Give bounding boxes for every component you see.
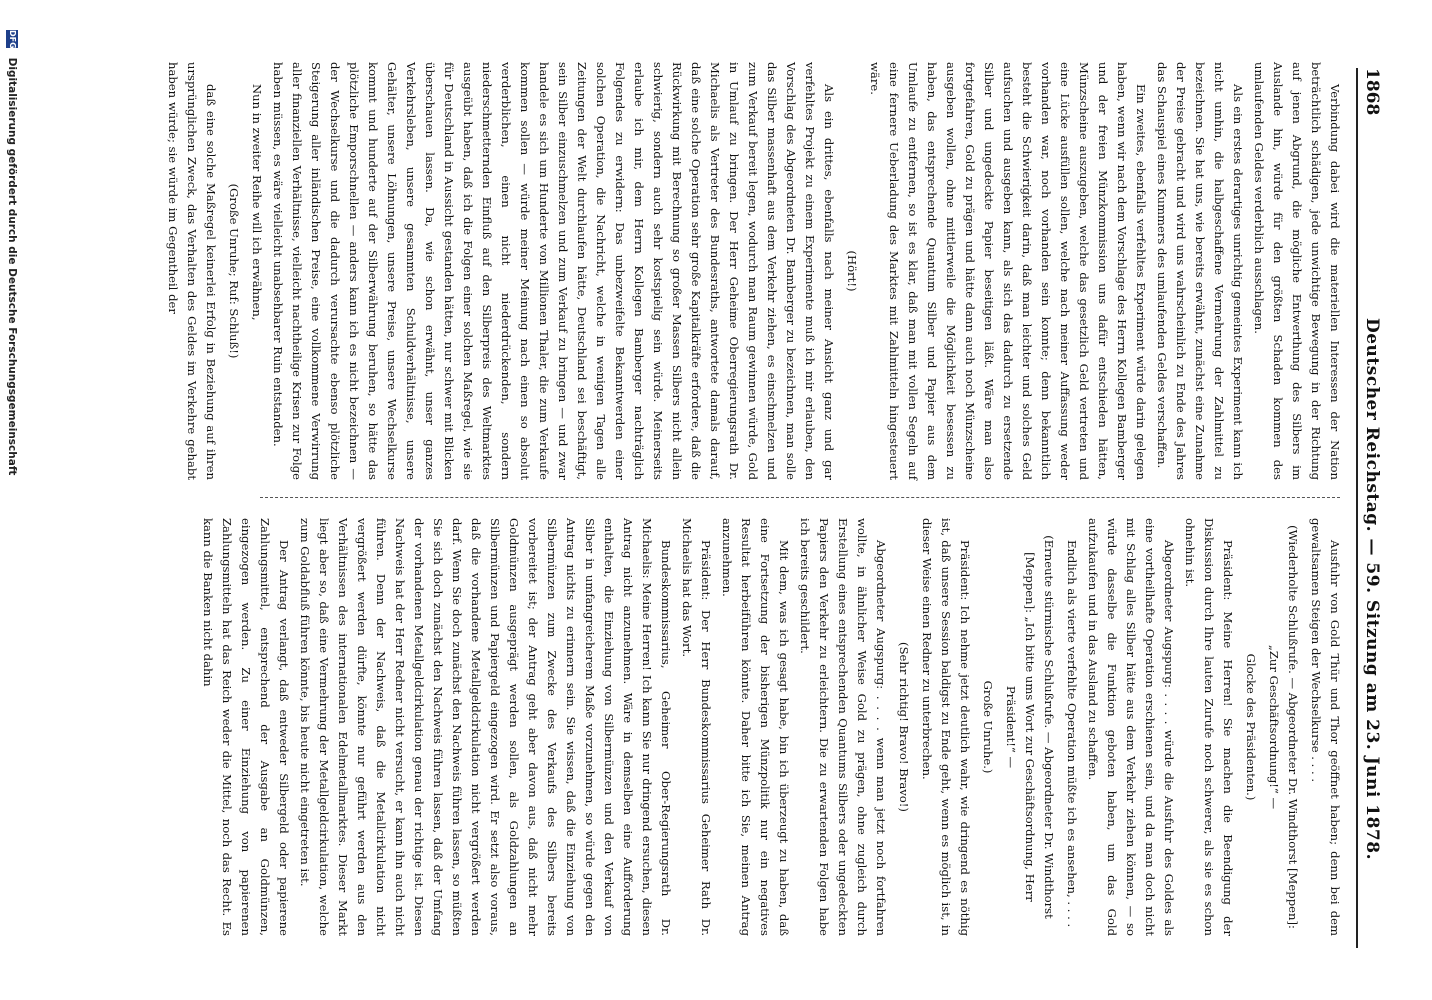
page-header [1356,68,1382,948]
paragraph: daß eine solche Maßregel keinerlei Erfolg in Beziehung auf ihren ursprünglichen Zweck, das Verhalten des Geldes im Verkehre gehabt haben würde; sie würde im Gegentheil der [166,62,218,480]
dfg-logo-icon: DFG [8,30,17,49]
interjection: (Sehr richtig! Bravo! Bravo!) [897,642,911,812]
digitization-credit-text: Digitalisierung gefördert durch die Deutsche Forschungsgemeinschaft [6,57,18,476]
paragraph: Präsident: Der Herr Bundeskommissarius Geheimer Rath Dr. Michaelis hat das Wort. [680,518,713,936]
interjection: Große Unruhe.) [981,680,995,774]
right-text-column [201,518,1344,936]
paragraph: Verbindung dabei wird die materiellen Interessen der Nation beträchtlich schädigen, jede unwichtige Bewegung in der Richtung auf jenen Abgrund, die mögliche Entwerthung des Silbers im Auslande hin, würde für den größten Schaden kommen des umlaufenden Geldes verderblich ausschlagen. [1252,62,1342,480]
page-title: Deutscher Reichstag. — 59. Sitzung am 23. Juni 1878. [1362,318,1382,860]
paragraph: Mit dem, was ich gesagt habe, bin ich überzeugt zu haben, daß eine Fortsetzung der bisherigen Münzpolitik nur ein negatives Resultat herbeiführen könnte. Daher bitte ich Sie, meinen Antrag anzunehmen. [720,518,791,936]
digitization-credit [2,30,18,970]
column-divider [260,497,1340,498]
paragraph: Abgeordneter Augspurg: . . . . würde die Ausfuhr des Goldes als eine vortheilhafte Operation erschienen sein, und da man doch nicht mit Schlag alles Silber hätte aus dem Verkehr ziehen können, — so würde dasselbe die Funktion geboten haben, um das Gold aufzukaufen und in das Ausland zu schaffen. [1086,518,1176,936]
left-text-column [166,62,1344,480]
interjection: Glocke des Präsidenten.) [1244,653,1258,801]
paragraph: Präsident: Ich nehme jetzt deutlich wahr, wie dringend es nöthig ist, daß unsere Session baldigst zu Ende geht, wenn es möglich ist, in dieser Weise einen Redner zu unterbrechen. [920,518,972,936]
paragraph: Nun in zweiter Reihe will ich erwähnen, [250,84,264,321]
paragraph: Ausfuhr von Gold Thür und Thor geöffnet haben; denn bei dem gewaltsamen Steigen der Wechselkurse . . . . [1309,518,1342,936]
paragraph: Ein zweites, ebenfalls verfehltes Experiment würde darin gelegen haben, wenn wir nach dem Vorschlage des Herrn Kollegen Bamberger und der freien Münzkommission uns dafür entschieden hätten, Münzscheine auszugeben, welche das gesetzlich Geld vertreten und eine Lücke ausfüllen sollen, welche nach meiner Auffassung weder vorhanden war, noch vorhanden sein konnte; denn bekanntlich besteht die Schwierigkeit darin, daß man leichter und solches Geld aufsuchen und ausgeben kann, als sich das dadurch zu ersetzende Silber und ungedeckte Papier beseitigen läßt. Wäre man also fortgefahren, Gold zu prägen und hätte dann auch noch Münzscheine ausgeben wollen, ohne mittlerweile die Möglichkeit besessen zu haben, das entsprechende Quantum Silber und Papier aus dem Umlaufe zu entfernen, so ist es klar, daß man mit vollen Segeln auf eine fernere Ueberladung des Marktes mit Zahlmitteln hingesteuert wäre. [868,62,1148,480]
interjection: (Große Unruhe; Ruf: Schluß!) [227,183,241,359]
paragraph: Präsident: Meine Herren! Sie machen die Beendigung der Diskussion durch Ihre lauten Zurufe noch schwerer, als sie es schon ohnehin ist. [1183,518,1235,936]
paragraph: Der Antrag verlangt, daß entweder Silbergeld oder papierene Zahlungsmittel, entsprechend der Ausgabe an Goldmünzen, eingezogen werden. Zu einer Einziehung von papierenen Zahlungsmitteln hat das Reich weder die Mittel, noch das Recht. Es kann die Banken nicht dahin [201,518,291,936]
paragraph: Endlich als vierte verfehlte Operation müßte ich es ansehen, . . . . [1065,540,1079,928]
paragraph: Abgeordneter Augspurg: . . . . wenn man jetzt noch fortfahren wollte, in ähnlicher Weise Gold zu prägen, ohne zugleich durch Erstellung eines entsprechenden Quantums Silbers oder ungedeckten Papiers den Verkehr zu erleichtern. Die zu erwartenden Folgen habe ich bereits geschildert. [798,518,888,936]
paragraph: Als ein erstes derartiges unrichtig gemeintes Experiment kann ich nicht umhin, die halbgeschaffene Vermehrung der Zahlmittel zu bezeichnen. Sie hat uns, wie bereits erwähnt, zunächst eine Zunahme der Preise gebracht und wird uns wahrscheinlich zu Ende des Jahres das Schauspiel eines Kummers des umlaufenden Geldes verschaffen. [1155,62,1245,480]
paragraph: Als ein drittes, ebenfalls nach meiner Ansicht ganz und gar verfehltes Projekt zu einem Experimente muß ich mir erlauben, den Vorschlag des Abgeordneten Dr. Bamberger zu bezeichnen, man solle das Silber massenhaft aus dem Verkehr ziehen, es einschmelzen und zum Verkauf bereit legen, wodurch man Raum gewinnen würde, Gold in Umlauf zu bringen. Der Herr Geheime Oberregierungsrath Dr. Michaelis als Vertreter des Bundesraths, antwortete damals darauf, daß eine solche Operation sehr große Kapitalkräfte erfordere, daß die Rückwirkung mit Berechnung so großer Massen Silbers nicht allein schwierig, sondern auch sehr kostspielig sein würde. Meinerseits erlaube ich mir, dem Herrn Kollegen Bamberger nachträglich Folgendes zu erwidern: Das unbezweifelte Bekanntwerden einer solchen Operation, die Nachricht, welche in wenigen Tagen alle Zeitungen der Welt durchlaufen hätte, Deutschland sei beschäftigt, sein Silber einzuschmelzen und zum Verkauf zu bringen — und zwar handele es sich um Hunderte von Millionen Thaler, die zum Verkaufe kommen sollen — würde meiner Meinung nach einen so absolut verderblichen, einen nicht niederdrückenden, sondern niederschmetternden Einfluß auf den Silberpreis des Weltmarktes ausgeübt haben, daß ich die Folgen einer solchen Maßregel, wie sie für Deutschland in Aussicht gestanden hätten, nur schwer mit Blicken überschauen lassen. Da, wie schon erwähnt, unser ganzes Verkehrsleben, unsere gesammten Schuldverhältnisse, unsere Gehälter, unsere Löhnungen, unsere Preise, unsere Wechselkurse kommt und hunderte auf der Silberwährung beruhen, so hätte das plötzliche Emporschnellen — anders kann ich es nicht bezeichnen — der Wechselkurse und die dadurch verursachte ebenso plötzliche Steigerung aller inländischen Preise, eine vollkommene Verwirrung aller finanziellen Verhältnisse, vielleicht nachtheilige Krisen zur Folge haben müssen, es wäre vielleicht unabsehbarer Ruin entstanden. [271,62,836,480]
paragraph: Bundeskommissarius, Geheimer Ober-Regierungsrath Dr. Michaelis: Meine Herren! Ich kann Sie nur dringend ersuchen, diesen Antrag nicht anzunehmen. Wäre in demselben eine Aufforderung enthalten, die Einziehung von Silbermünzen und den Verkauf von Silber in umfangreicherem Maße vorzunehmen, so würde gegen den Antrag nichts zu erinnern sein. Sie wissen, daß die Einziehung von Silbermünzen zum Zwecke des Verkaufs des Silbers bereits vorbereitet ist; der Antrag geht aber davon aus, daß nicht mehr Goldmünzen ausgeprägt werden sollen, als Goldzahlungen an Silbermünzen und Papiergeld eingezogen wird. Er setzt also voraus, daß die vorhandene Metallgeldcirkulation nicht vergrößert werden darf. Wenn Sie doch zunächst den Nachweis führen lassen, so müßten Sie sich doch zunächst den Nachweis führen lassen, daß der Umfang der vorhandenen Metallgeldcirkulation genau der richtige ist. Diesen Nachweis hat der Herr Redner nicht versucht, er kann ihn auch nicht führen. Denn der Nachweis, daß die Metallcirkulation nicht vergrößert werden dürfte, könnte nur geführt werden aus den Verhältnissen des internationalen Edelmetallmarktes. Dieser Markt liegt aber so, daß eine Vermehrung der Metallgeldcirkulation, welche zum Goldabfluß führen könnte, bis heute nicht eingetreten ist. [298,518,673,936]
interjection: (Hört!) [845,250,859,292]
interjection: (Erneute stürmische Schlußrufe. — Abgeordneter Dr. Windthorst [Meppen]: „Ich bitte ums Wort zur Geschäftsordnung, Herr Präsident!“ — [1004,535,1056,919]
interjection: (Wiederholte Schlußrufe. — Abgeordneter Dr. Windthorst [Meppen]: „Zur Geschäftsordnung!“ — [1267,525,1300,929]
page-number: 1868 [1362,68,1382,116]
